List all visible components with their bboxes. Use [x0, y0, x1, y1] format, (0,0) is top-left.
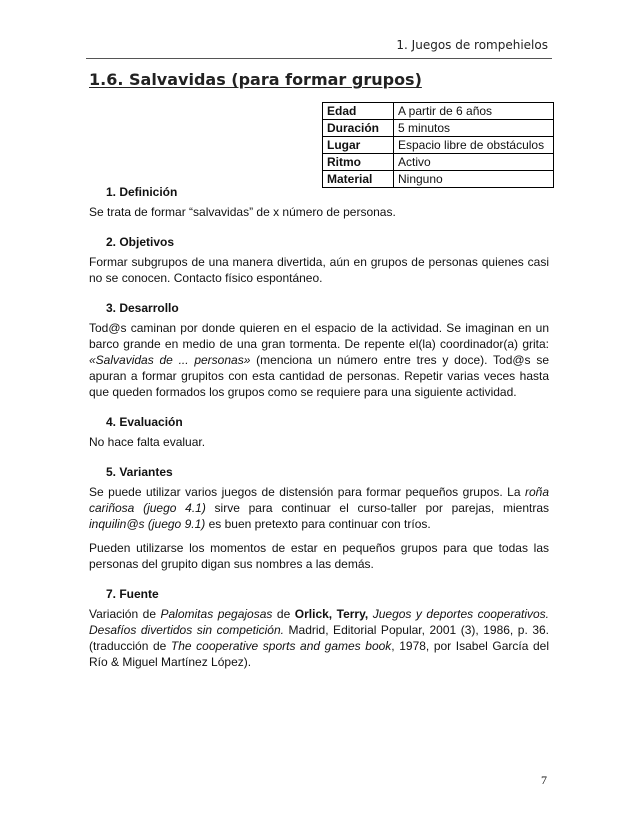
text-run: sirve para continuar el curso-taller por parejas, mientras [205, 501, 549, 515]
text-run: Madrid, Editorial Popular, 2001 (3), 1986, p. 36. (traducción de [89, 623, 549, 653]
info-value: Activo [394, 154, 554, 171]
section-text-definicion: Se trata de formar “salvavidas” de x número de personas. [89, 205, 396, 219]
section-heading-fuente: 7. Fuente [106, 587, 159, 601]
text-run: Tod@s caminan por donde quieren en el espacio de la actividad. Se imaginan en un barco grande en medio de una gran tormenta. De repente el(la) coordinador(a) grita: [89, 321, 549, 351]
section-heading-evaluacion: 4. Evaluación [106, 415, 183, 429]
section-text-fuente [89, 606, 549, 670]
section-text-variantes-2: Pueden utilizarse los momentos de estar en pequeños grupos para que todas las personas del grupito digan sus nombres a las demás. [89, 541, 549, 571]
text-run: , 1978, por Isabel García del Río & Miguel Martínez López). [89, 639, 549, 669]
section-heading-variantes: 5. Variantes [106, 465, 173, 479]
text-run: (menciona un número entre tres y doce). Tod@s se apuran a formar grupitos con esta cantidad de personas. Repetir varias veces hasta que queden formados los grupos como se requiere para una siguiente actividad. [89, 353, 549, 399]
info-value: Ninguno [394, 171, 554, 188]
text-run: Variación de [89, 607, 161, 621]
info-key: Lugar [323, 137, 394, 154]
text-run-italic: inquilin@s (juego 9.1) [89, 517, 206, 531]
info-table [322, 102, 554, 188]
table-row [323, 154, 554, 171]
section-heading-desarrollo: 3. Desarrollo [106, 301, 179, 315]
section-heading-objetivos: 2. Objetivos [106, 235, 175, 249]
document-body [89, 184, 549, 678]
info-value: Espacio libre de obstáculos [394, 137, 554, 154]
text-run-italic: roña cariñosa (juego 4.1) [89, 485, 549, 515]
page-number: 7 [541, 773, 547, 787]
page-title: 1.6. Salvavidas (para formar grupos) [89, 70, 422, 89]
text-run: de [272, 607, 295, 621]
section-text-objetivos: Formar subgrupos de una manera divertida, aún en grupos de personas quienes casi no se conocen. Contacto físico espontáneo. [89, 255, 549, 285]
text-run-italic: The cooperative sports and games book [170, 639, 392, 653]
header-rule [86, 58, 552, 59]
table-row [323, 103, 554, 120]
running-header: 1. Juegos de rompehielos [396, 38, 548, 52]
text-run-bold: Orlick, Terry, [294, 607, 369, 621]
info-key: Edad [323, 103, 394, 120]
text-run-italic: Juegos y deportes cooperativos. Desafíos divertidos sin competición. [89, 607, 549, 637]
section-heading-definicion: 1. Definición [106, 185, 178, 199]
info-value: A partir de 6 años [394, 103, 554, 120]
section-text-variantes [89, 484, 549, 532]
section-text-desarrollo [89, 320, 549, 400]
table-row [323, 120, 554, 137]
text-run: es buen pretexto para continuar con tríos. [205, 517, 431, 531]
info-key: Duración [323, 120, 394, 137]
info-key: Material [323, 171, 394, 188]
table-row [323, 137, 554, 154]
section-text-evaluacion: No hace falta evaluar. [89, 435, 206, 449]
info-value: 5 minutos [394, 120, 554, 137]
text-run: Se puede utilizar varios juegos de distensión para formar pequeños grupos. La [89, 485, 525, 499]
text-run-italic: Palomitas pegajosas [160, 607, 273, 621]
info-key: Ritmo [323, 154, 394, 171]
text-run-italic: «Salvavidas de ... personas» [89, 353, 251, 367]
